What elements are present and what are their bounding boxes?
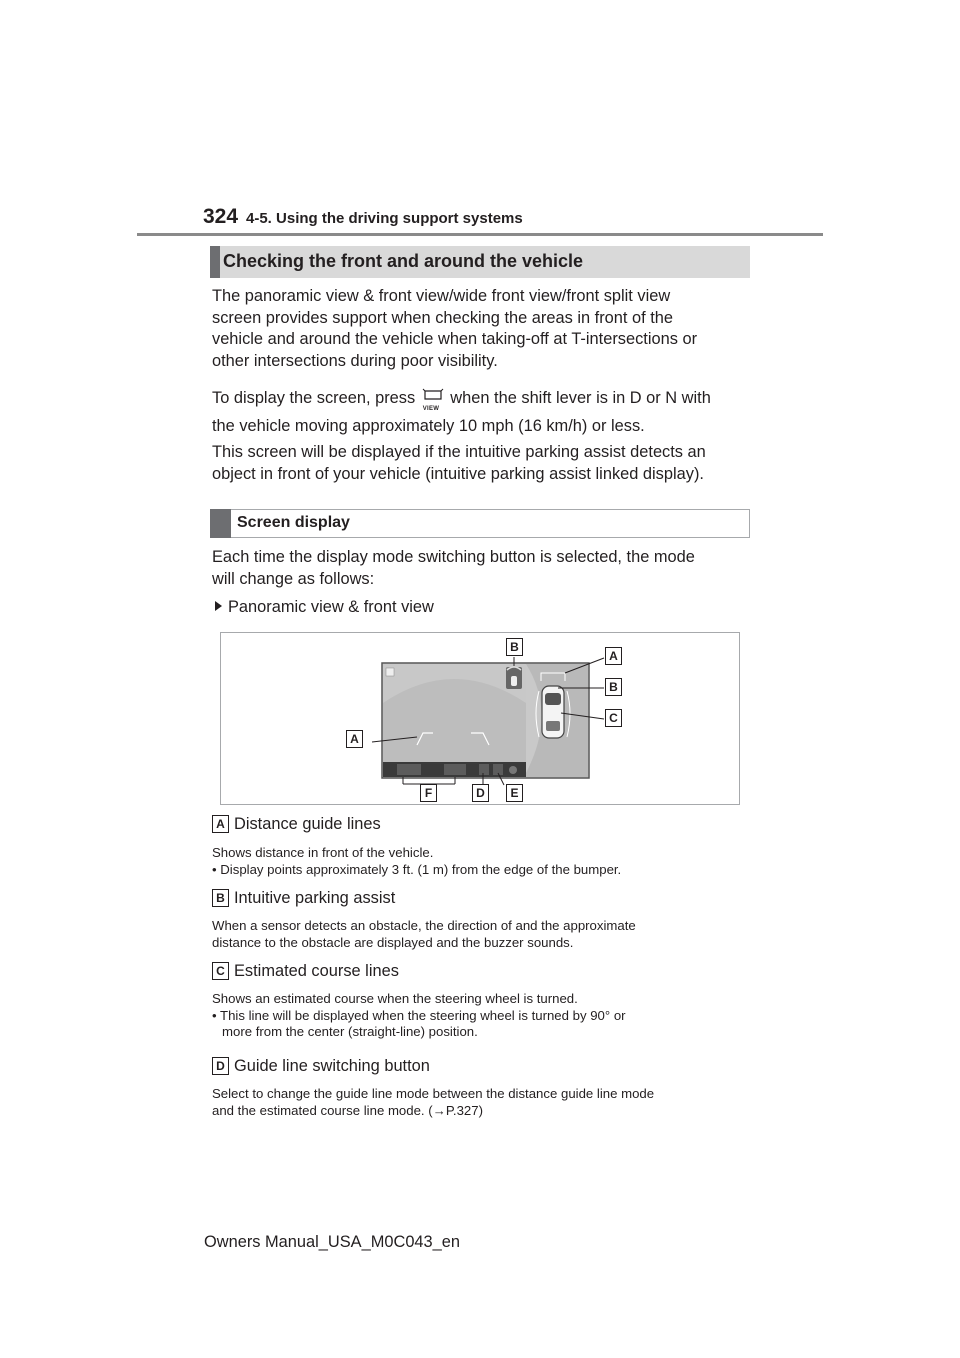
mode-bullet [215, 598, 434, 617]
item-title-text: Distance guide lines [234, 815, 381, 833]
description-line: distance to the obstacle are displayed and the buzzer sounds. [212, 934, 574, 950]
item-d-callout: D [212, 1057, 229, 1075]
screen-illustration [221, 633, 739, 804]
intro-line: screen provides support when checking the areas in front of the [212, 308, 674, 327]
section-title: 4-5. Using the driving support systems [246, 210, 523, 227]
section-heading [210, 246, 750, 278]
mode-paragraph [212, 547, 752, 590]
item-d-title [212, 1057, 430, 1076]
instruction-line-2: the vehicle moving approximately 10 mph (16 km/h) or less. [212, 417, 645, 435]
subheading-marker [210, 509, 231, 538]
description-line: Shows an estimated course when the steering wheel is turned. [212, 991, 578, 1006]
item-c-title [212, 962, 399, 981]
item-d-description [212, 1086, 752, 1119]
view-button-icon [422, 387, 444, 412]
callout-d-label: D [472, 784, 489, 802]
item-c-callout: C [212, 962, 229, 980]
intro-line: vehicle and around the vehicle when taking-off at T-intersections or [212, 330, 698, 348]
callout-f-label: F [420, 784, 437, 802]
subheading [210, 509, 750, 538]
intro-line: other intersections during poor visibility. [212, 351, 498, 370]
linked-display-paragraph [212, 442, 752, 485]
subheading-text: Screen display [237, 514, 350, 531]
mode-bullet-text: Panoramic view & front view [228, 598, 434, 616]
item-a-callout: A [212, 815, 229, 833]
item-title-text: Intuitive parking assist [234, 889, 396, 907]
heading-marker [210, 246, 220, 278]
callout-e-label: E [506, 784, 523, 802]
item-a-title [212, 815, 381, 834]
footer-manual-id: Owners Manual_USA_M0C043_en [204, 1233, 461, 1251]
paragraph-line: will change as follows: [212, 569, 375, 588]
description-line: • This line will be displayed when the steering wheel is turned by 90° or [212, 1007, 626, 1023]
display-instructions [212, 387, 752, 410]
callout-a-label: A [605, 647, 622, 665]
intro-line: The panoramic view & front view/wide front view/front split view [212, 287, 671, 305]
header-rule [137, 233, 823, 236]
callout-a-label: A [346, 730, 363, 748]
description-line: When a sensor detects an obstacle, the direction of and the approximate [212, 918, 636, 933]
description-line: more from the center (straight-line) position. [222, 1024, 478, 1039]
item-title-text: Estimated course lines [234, 962, 399, 980]
item-b-description [212, 918, 752, 951]
triangle-bullet-icon [215, 601, 222, 611]
paragraph-line: Each time the display mode switching button is selected, the mode [212, 548, 695, 566]
screen-figure [220, 632, 740, 805]
item-title-text: Guide line switching button [234, 1057, 430, 1075]
callout-b-label: B [506, 638, 523, 656]
view-icon-label: VIEW [422, 406, 440, 412]
instruction-text: when the shift lever is in D or N with [450, 389, 711, 407]
instruction-text: To display the screen, press [212, 389, 416, 407]
paragraph-line: This screen will be displayed if the intuitive parking assist detects an [212, 443, 706, 461]
callout-b-label: B [605, 678, 622, 696]
item-a-description [212, 845, 752, 878]
description-line: • Display points approximately 3 ft. (1 m) from the edge of the bumper. [212, 861, 622, 877]
section-heading-text: Checking the front and around the vehicle [223, 251, 584, 271]
intro-paragraph [212, 286, 752, 372]
item-b-callout: B [212, 889, 229, 907]
callout-c-label: C [605, 709, 622, 727]
description-line: Shows distance in front of the vehicle. [212, 845, 434, 860]
item-c-description [212, 991, 752, 1041]
description-line: Select to change the guide line mode between the distance guide line mode [212, 1086, 655, 1101]
item-b-title [212, 889, 395, 908]
description-line: and the estimated course line mode. (→P.327) [212, 1102, 483, 1118]
page-number: 324 [203, 205, 239, 228]
paragraph-line: object in front of your vehicle (intuitive parking assist linked display). [212, 464, 704, 483]
